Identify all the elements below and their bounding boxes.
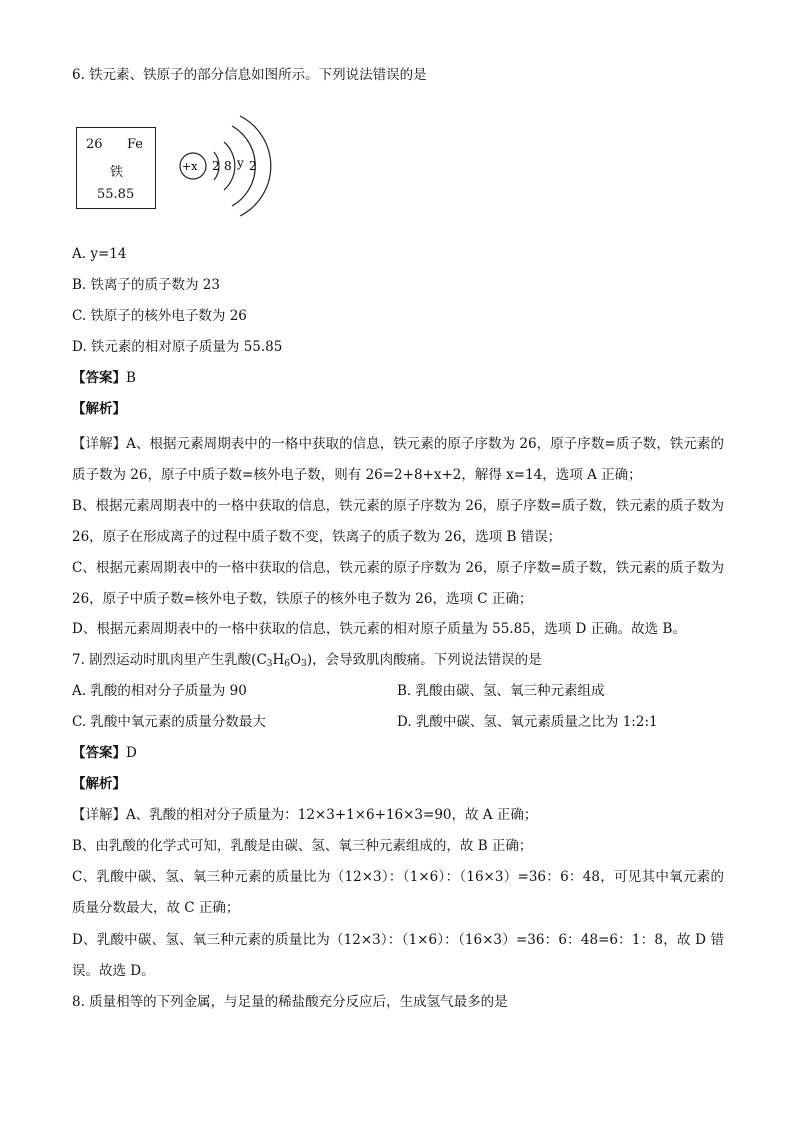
- q7-answer: [72, 744, 137, 762]
- shell4-electrons: 2: [249, 159, 257, 173]
- formula-sub-o: 3: [301, 659, 307, 669]
- q6-option-a: A. y=14: [72, 246, 127, 262]
- answer-label: 【答案】: [72, 370, 126, 386]
- q7-option-b: B. 乳酸由碳、氢、氧三种元素组成: [397, 683, 605, 699]
- nucleus-charge: +x: [182, 160, 198, 173]
- answer-value: B: [126, 370, 136, 386]
- q6-analysis-label: 【解析】: [72, 401, 126, 417]
- element-symbol: Fe: [127, 137, 144, 152]
- q6-detail-d: D、根据元素周期表中的一格中获取的信息，铁元素的相对原子质量为 55.85，选项 D 正确。故选 B。: [72, 621, 686, 637]
- q6-detail-c: C、根据元素周期表中的一格中获取的信息，铁元素的原子序数为 26，原子序数=质子数，铁元素的质子数为 26，原子中质子数=核外电子数，铁原子的核外电子数为 26，选项 C 正确；: [72, 560, 724, 607]
- q7-detail-b: B、由乳酸的化学式可知，乳酸是由碳、氢、氧三种元素组成的，故 B 正确；: [72, 838, 533, 854]
- q6-option-d: D. 铁元素的相对原子质量为 55.85: [72, 339, 283, 355]
- answer-value: D: [126, 745, 137, 761]
- q7-option-a: A. 乳酸的相对分子质量为 90: [72, 683, 247, 699]
- q7-option-d: D. 乳酸中碳、氢、氧元素质量之比为 1:2:1: [397, 714, 658, 730]
- q7-detail-c: C、乳酸中碳、氢、氧三种元素的质量比为（12×3）：（1×6）：（16×3）=36：6：48，可见其中氧元素的质量分数最大，故 C 正确；: [72, 869, 724, 916]
- q8-stem: 8. 质量相等的下列金属，与足量的稀盐酸充分反应后，生成氢气最多的是: [72, 994, 508, 1010]
- atomic-mass: 55.85: [97, 187, 135, 202]
- element-name: 铁: [110, 165, 124, 180]
- shell1-electrons: 2: [212, 159, 220, 173]
- q7-stem-pre: 7. 剧烈运动时肌肉里产生乳酸(C: [72, 652, 267, 668]
- atom-structure-diagram: [170, 112, 280, 222]
- q7-detail-a: 【详解】A、乳酸的相对分子质量为：12×3+1×6+16×3=90，故 A 正确；: [72, 807, 538, 823]
- q6-option-c: C. 铁原子的核外电子数为 26: [72, 308, 247, 324]
- q6-detail-a: 【详解】A、根据元素周期表中的一格中获取的信息，铁元素的原子序数为 26，原子序数=质子数，铁元素的质子数为 26，原子中质子数=核外电子数，则有 26=2+8+x+2，解得 x=14，选项 A 正确；: [72, 436, 724, 483]
- shell2-electrons: 8: [224, 159, 232, 173]
- q6-option-b: B. 铁离子的质子数为 23: [72, 277, 220, 293]
- q7-option-c: C. 乳酸中氧元素的质量分数最大: [72, 714, 266, 730]
- q7-detail-d: D、乳酸中碳、氢、氧三种元素的质量比为（12×3）：（1×6）：（16×3）=36：6：48=6：1：8，故 D 错误。故选 D。: [72, 932, 724, 979]
- q6-stem: 6. 铁元素、铁原子的部分信息如图所示。下列说法错误的是: [72, 67, 427, 83]
- formula-h: H: [272, 652, 285, 668]
- shell3-electrons: y: [237, 156, 244, 170]
- q6-detail-b: B、根据元素周期表中的一格中获取的信息，铁元素的原子序数为 26，原子序数=质子数，铁元素的质子数为 26，原子在形成离子的过程中质子数不变，铁离子的质子数为 26，选项 B 错误；: [72, 498, 724, 545]
- q7-stem: [72, 651, 542, 673]
- q7-stem-post: )，会导致肌肉酸痛。下列说法错误的是: [306, 652, 542, 668]
- answer-label: 【答案】: [72, 745, 126, 761]
- formula-sub-h: 6: [284, 659, 291, 669]
- q7-analysis-label: 【解析】: [72, 776, 126, 792]
- formula-sub-c: 3: [266, 659, 273, 669]
- formula-o: O: [290, 652, 302, 668]
- q6-answer: [72, 369, 136, 387]
- atomic-number: 26: [86, 137, 103, 152]
- element-cell: [76, 127, 156, 209]
